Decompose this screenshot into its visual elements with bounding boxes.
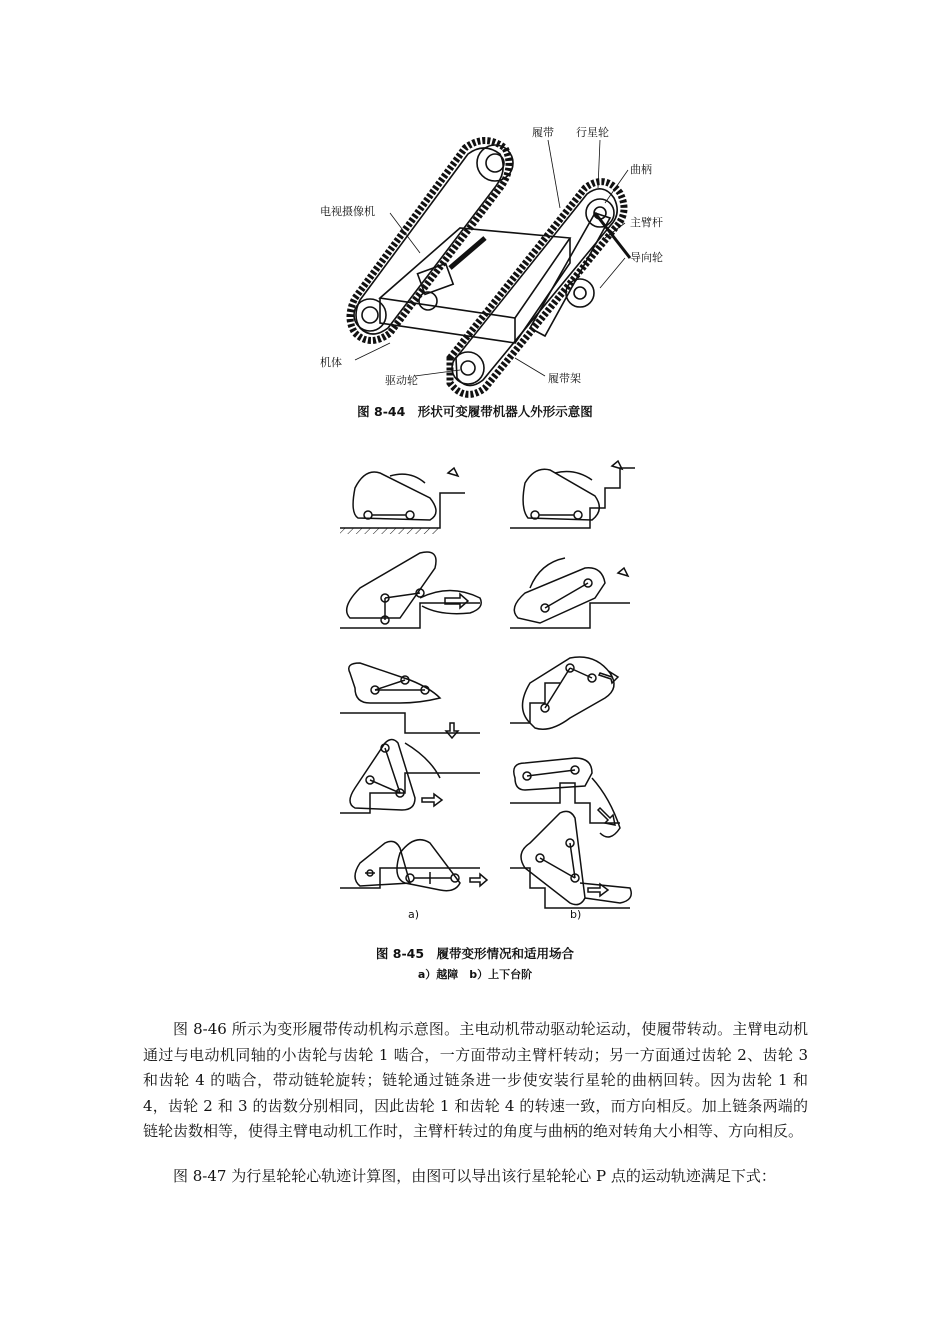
label-crank: 曲柄 [630,163,652,176]
label-body: 机体 [320,356,342,369]
label-planet-wheel: 行星轮 [576,126,609,139]
label-track-frame: 履带架 [548,372,581,385]
label-main-arm: 主臂杆 [630,216,663,229]
figure-8-45-caption: 图 8-45 履带变形情况和适用场合 [375,946,575,961]
figure-8-44 [300,118,700,398]
track-deformation-diagrams [330,458,650,928]
figure-8-45-subcaption: a）越障 b）上下台阶 [417,968,533,981]
subfigure-a-label: a) [408,908,420,921]
label-camera: 电视摄像机 [320,205,375,218]
figure-8-44-caption: 图 8-44 形状可变履带机器人外形示意图 [357,404,593,419]
figure-8-45 [330,458,650,928]
label-guide-wheel: 导向轮 [630,251,663,264]
body-paragraph-1: 图 8-46 所示为变形履带传动机构示意图。主电动机带动驱动轮运动，使履带转动。主臂电动机通过与电动机同轴的小齿轮与齿轮 1 啮合，一方面带动主臂杆转动；另一方面通过齿轮 2、齿轮 3 和齿轮 4 的啮合，带动链轮旋转；链轮通过链条进一步使安装行星轮的曲柄回转。因为齿轮 1 和 4，齿轮 2 和 3 的齿数分别相同，因此齿轮 1 和齿轮 4 的转速一致，而方向相反。加上链条两端的链轮齿数相等，使得主臂电动机工作时，主臂杆转过的角度与曲柄的绝对转角大小相等、方向相反。 [143,1020,808,1141]
label-track: 履带 [532,126,554,139]
body-paragraph-2: 图 8-47 为行星轮轮心轨迹计算图，由图可以导出该行星轮轮心 P 点的运动轨迹满足下式： [173,1167,776,1185]
label-drive-wheel: 驱动轮 [385,374,418,387]
subfigure-b-label: b) [570,908,582,921]
